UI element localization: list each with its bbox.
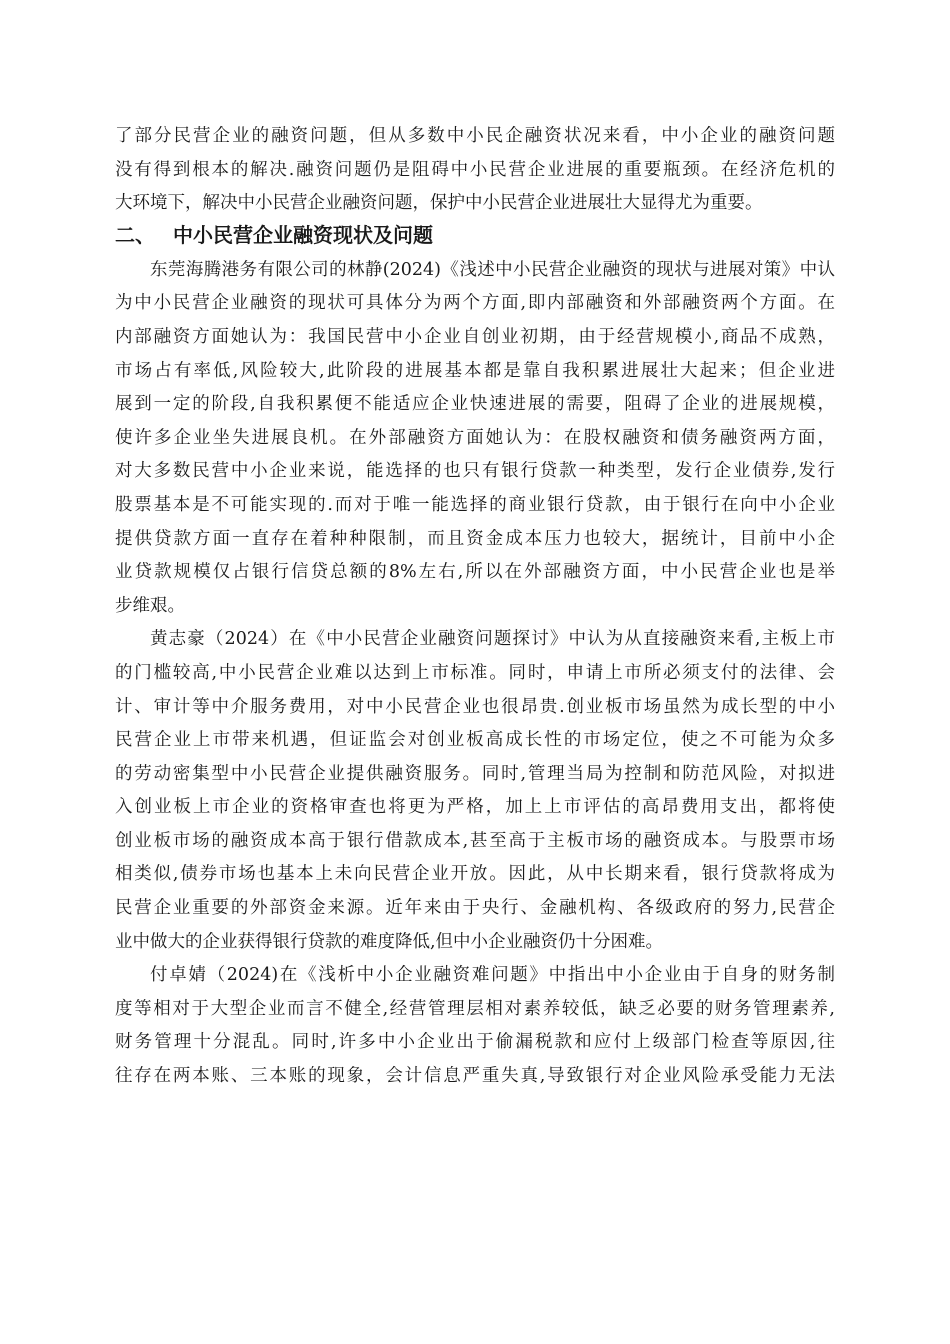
text-line: 往存在两本账、三本账的现象，会计信息严重失真,导致银行对企业风险承受能力无法 <box>115 1066 835 1087</box>
text-line: 黄志豪（2024）在《中小民营企业融资问题探讨》中认为从直接融资来看,主板上市 <box>150 629 835 650</box>
text-line: 业贷款规模仅占银行信贷总额的8%左右,所以在外部融资方面，中小民营企业也是举 <box>115 562 835 583</box>
text-line: 对大多数民营中小企业来说，能选择的也只有银行贷款一种类型，发行企业债券,发行 <box>115 461 835 482</box>
text-line: 东莞海腾港务有限公司的林静(2024)《浅述中小民营企业融资的现状与进展对策》中认 <box>150 259 835 280</box>
document-body <box>115 120 835 1094</box>
text-line: 的门槛较高,中小民营企业难以达到上市标准。同时，申请上市所必须支付的法律、会 <box>115 662 835 683</box>
text-line: 为中小民营企业融资的现状可具体分为两个方面,即内部融资和外部融资两个方面。在 <box>115 293 835 314</box>
text-line: 的劳动密集型中小民营企业提供融资服务。同时,管理当局为控制和防范风险，对拟进 <box>115 763 835 784</box>
paragraph-huangzhihao <box>115 623 835 959</box>
text-line: 步维艰。 <box>115 595 185 616</box>
text-line: 了部分民营企业的融资问题，但从多数中小民企融资状况来看，中小企业的融资问题 <box>115 126 835 146</box>
text-line: 民营企业上市带来机遇，但证监会对创业板高成长性的市场定位，使之不可能为众多 <box>115 730 835 751</box>
text-line: 展到一定的阶段,自我积累便不能适应企业快速进展的需要，阻碍了企业的进展规模， <box>115 394 835 415</box>
section-heading <box>115 219 835 252</box>
text-line: 度等相对于大型企业而言不健全,经营管理层相对素养较低，缺乏必要的财务管理素养, <box>115 998 835 1019</box>
section-title: 中小民营企业融资现状及问题 <box>173 222 433 247</box>
text-line: 提供贷款方面一直存在着种种限制，而且资金成本压力也较大，据统计，目前中小企 <box>115 528 835 549</box>
text-line: 没有得到根本的解决.融资问题仍是阻碍中小民营企业进展的重要瓶颈。在经济危机的 <box>115 159 835 180</box>
text-line: 股票基本是不可能实现的.而对于唯一能选择的商业银行贷款，由于银行在向中小企业 <box>115 494 835 515</box>
intro-paragraph <box>115 120 835 221</box>
text-line: 财务管理十分混乱。同时,许多中小企业出于偷漏税款和应付上级部门检查等原因,往 <box>115 1032 835 1053</box>
text-line: 创业板市场的融资成本高于银行借款成本,甚至高于主板市场的融资成本。与股票市场 <box>115 830 835 851</box>
paragraph-linjing <box>115 254 835 624</box>
text-line: 相类似,债券市场也基本上未向民营企业开放。因此，从中长期来看，银行贷款将成为 <box>115 864 835 885</box>
text-line: 内部融资方面她认为：我国民营中小企业自创业初期，由于经营规模小,商品不成熟， <box>115 326 835 347</box>
text-line: 使许多企业坐失进展良机。在外部融资方面她认为：在股权融资和债务融资两方面， <box>115 427 835 448</box>
section-number: 二、 <box>115 222 155 247</box>
text-line: 大环境下，解决中小民营企业融资问题，保护中小民营企业进展壮大显得尤为重要。 <box>115 193 763 214</box>
text-line: 付卓婧（2024)在《浅析中小企业融资难问题》中指出中小企业由于自身的财务制 <box>150 965 835 986</box>
text-line: 计、审计等中介服务费用，对中小民营企业也很昂贵.创业板市场虽然为成长型的中小 <box>115 696 835 717</box>
text-line: 民营企业重要的外部资金来源。近年来由于央行、金融机构、各级政府的努力,民营企 <box>115 898 835 919</box>
text-line: 业中做大的企业获得银行贷款的难度降低,但中小企业融资仍十分困难。 <box>115 931 664 952</box>
text-line: 市场占有率低,风险较大,此阶段的进展基本都是靠自我积累进展壮大起来；但企业进 <box>115 360 835 381</box>
text-line: 入创业板上市企业的资格审查也将更为严格，加上上市评估的高昂费用支出，都将使 <box>115 797 835 818</box>
paragraph-fuzhuojing <box>115 959 835 1093</box>
